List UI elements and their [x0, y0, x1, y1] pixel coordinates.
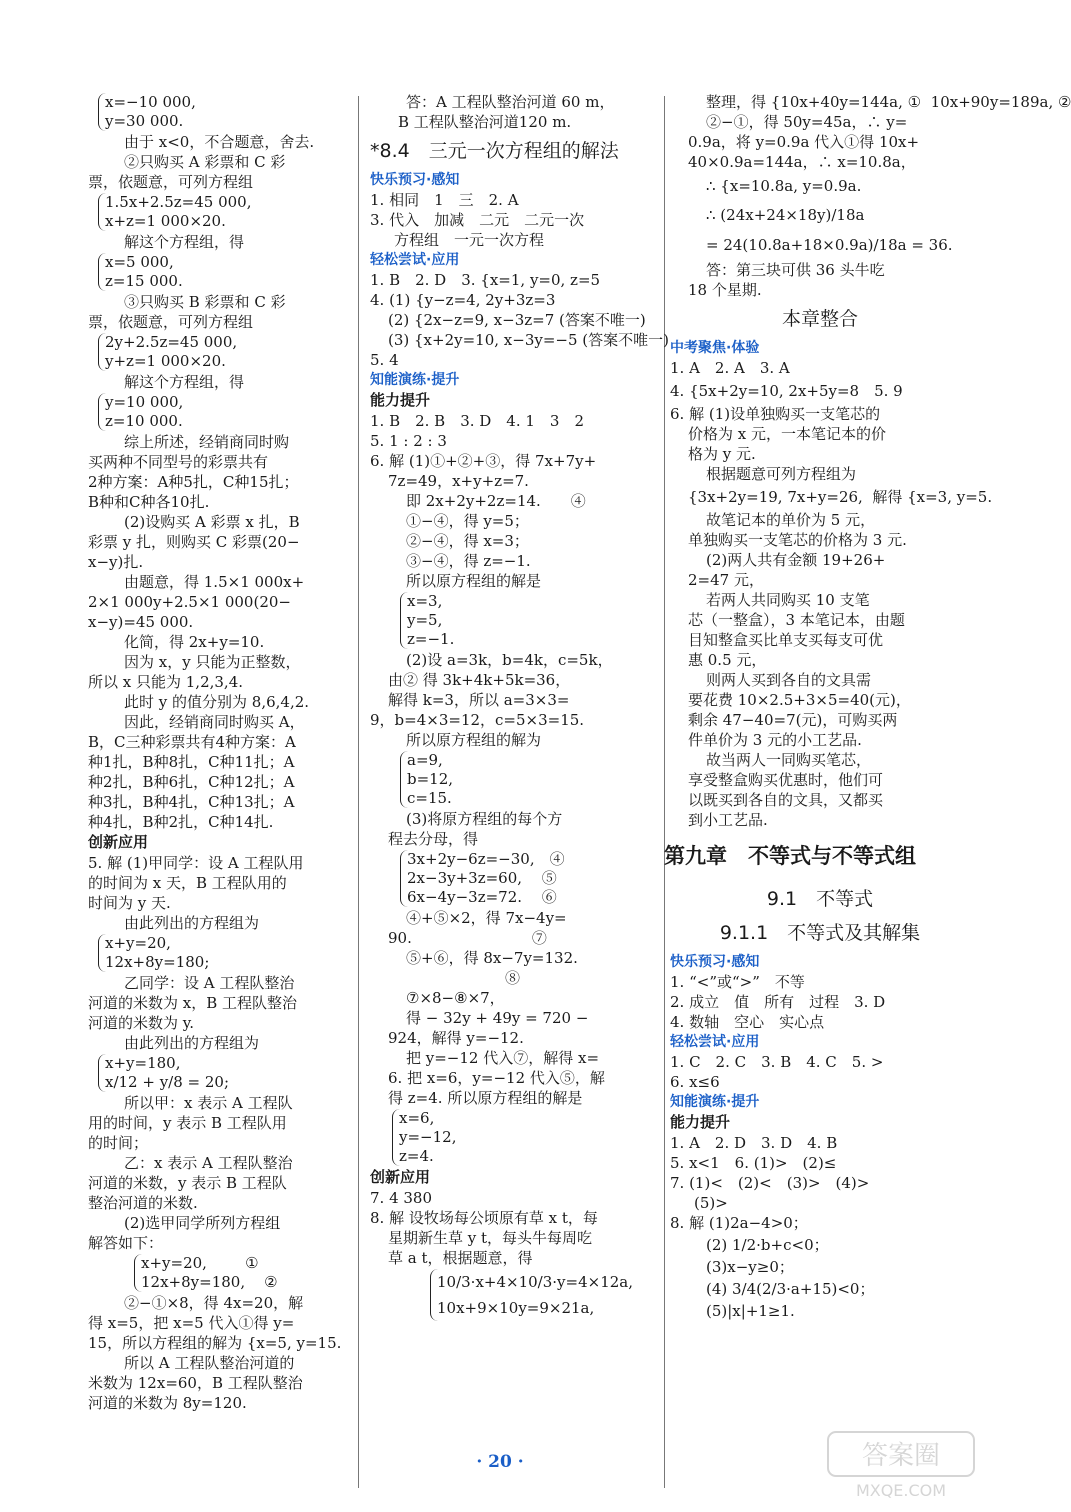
- line: (4) 3/4(2/3·a+15)<0；: [706, 1280, 875, 1298]
- column-1: [88, 92, 350, 1413]
- equation-system: [98, 393, 350, 431]
- line: (2)两人共有金额 19+26+: [706, 551, 886, 569]
- line: 星期新生草 y t，每头牛每周吃: [388, 1229, 593, 1247]
- line: 由② 得 3k+4k+5k=36，: [388, 671, 571, 689]
- watermark-text: 答案圈: [861, 1441, 941, 1471]
- line: 1. A 2. A 3. A: [670, 359, 790, 377]
- line: 由题意，得 1.5×1 000x+: [124, 573, 305, 591]
- section-tag: 快乐预习·感知: [670, 954, 760, 970]
- line: 河道的米数，y 表示 B 工程队: [88, 1174, 287, 1192]
- line: y=30 000.: [105, 112, 184, 130]
- line: 1. 相同 1 三 2. A: [370, 191, 519, 209]
- line: 10x+9×10y=9×21a,: [437, 1299, 595, 1317]
- subheading: 创新应用: [88, 833, 149, 851]
- line: 1. “<”或“>” 不等: [670, 973, 805, 991]
- line: 种4扎，B种2扎，C种14扎.: [88, 813, 274, 831]
- line: x=−10 000,: [105, 93, 196, 111]
- line: 解答如下：: [88, 1234, 164, 1252]
- line: 解这个方程组，得: [124, 233, 245, 251]
- line: 12x+8y=180;: [105, 953, 210, 971]
- equation-system: [98, 934, 350, 972]
- column-divider-2: [664, 96, 665, 1488]
- line: 彩票 y 扎，则购买 C 彩票(20−: [88, 533, 300, 551]
- section-heading: 本章整合: [781, 308, 858, 330]
- line: 解得 k=3，所以 a=3×3=: [388, 691, 570, 709]
- line: 件单价为 3 元的小工艺品.: [688, 731, 862, 749]
- line: x−y)扎.: [88, 553, 144, 571]
- line: 化简，得 2x+y=10.: [124, 633, 265, 651]
- line: 40×0.9a=144a，∴ x=10.8a，: [688, 153, 916, 171]
- line: 故笔记本的单价为 5 元，: [706, 511, 876, 529]
- line: 时间为 y 天.: [88, 894, 171, 912]
- line: 2y+2.5z=45 000,: [105, 333, 238, 351]
- line: x+y=180,: [105, 1054, 181, 1072]
- line: 5. x<1 6. (1)> (2)≤: [670, 1154, 837, 1172]
- line: 因此，经销商同时购买 A，: [124, 713, 305, 731]
- section-tag: 中考聚焦·体验: [670, 340, 760, 356]
- equation-system: [430, 1269, 660, 1321]
- line: 单独购买一支笔芯的价格为 3 元.: [688, 531, 907, 549]
- equation-system: [98, 253, 350, 291]
- line: 所以原方程组的解为: [406, 731, 542, 749]
- line: x−y)=45 000.: [88, 613, 194, 631]
- line: 乙：x 表示 A 工程队整治: [124, 1154, 293, 1172]
- line: 到小工艺品.: [688, 811, 768, 829]
- line: 则两人买到各自的文具需: [706, 671, 872, 689]
- line: 种2扎，B种6扎，C种12扎；A: [88, 773, 295, 791]
- line: ④+⑤×2，得 7x−4y=: [406, 909, 567, 927]
- line: = 24(10.8a+18×0.9a)/18a = 36.: [706, 236, 953, 254]
- line: 4. (1) {y−z=4, 2y+3z=3: [370, 291, 556, 309]
- line: 6x−4y−3z=72. ⑥: [407, 888, 557, 906]
- page-number: · 20 ·: [476, 1452, 524, 1472]
- line: (2) {2x−z=9, x−3z=7 (答案不唯一): [388, 311, 646, 329]
- line: 剩余 47−40=7(元)，可购买两: [688, 711, 898, 729]
- line: 整治河道的米数.: [88, 1194, 198, 1212]
- line: 河道的米数为 8y=120.: [88, 1394, 247, 1412]
- line: 程去分母，得: [388, 830, 479, 848]
- line: ⑦×8−⑧×7，: [406, 989, 505, 1007]
- line: 2种方案：A种5扎，C种15扎；: [88, 473, 299, 491]
- line: 90. ⑦: [388, 929, 547, 947]
- line: x=3,: [407, 592, 443, 610]
- line: 所以甲：x 表示 A 工程队: [124, 1094, 293, 1112]
- line: 5. 4: [370, 351, 399, 369]
- line: 2×1 000y+2.5×1 000(20−: [88, 593, 291, 611]
- line: x+z=1 000×20.: [105, 212, 226, 230]
- line: 5. 1 : 2 : 3: [370, 432, 447, 450]
- line: 芯（一整盒），3 本笔记本，由题: [688, 611, 905, 629]
- line: 种3扎，B种4扎，C种13扎；A: [88, 793, 295, 811]
- line: 10/3·x+4×10/3·y=4×12a,: [437, 1273, 633, 1291]
- subheading: 能力提升: [370, 391, 431, 409]
- line: B 工程队整治河道120 m.: [398, 113, 572, 131]
- line: y=10 000,: [105, 393, 184, 411]
- section-heading: 9.1.1 不等式及其解集: [719, 922, 921, 944]
- line: 7. 4 380: [370, 1189, 433, 1207]
- line: 8. 解 (1)2a−4>0；: [670, 1214, 808, 1232]
- line: (3)x−y≥0；: [706, 1258, 794, 1276]
- line: 得 x=5，把 x=5 代入①得 y=: [88, 1314, 295, 1332]
- column-divider-1: [358, 96, 359, 1488]
- equation-system: [98, 333, 350, 371]
- section-tag: 知能演练·提升: [370, 372, 460, 388]
- line: 所以 A 工程队整治河道的: [124, 1354, 295, 1372]
- line: 4. 数轴 空心 实心点: [670, 1013, 825, 1031]
- line: B，C三种彩票共有4种方案：A: [88, 733, 296, 751]
- line: 所以原方程组的解是: [406, 572, 542, 590]
- line: 6. 解 (1)①+②+③，得 7x+7y+: [370, 452, 597, 470]
- line: ③只购买 B 彩票和 C 彩: [124, 293, 286, 311]
- line: 整理，得 {10x+40y=144a, ① 10x+90y=189a, ②: [706, 93, 1071, 111]
- line: x/12 + y/8 = 20;: [105, 1073, 230, 1091]
- line: 米数为 12x=60，B 工程队整治: [88, 1374, 303, 1392]
- line: 得 z=4. 所以原方程组的解是: [388, 1089, 583, 1107]
- line: (2)设购买 A 彩票 x 扎，B: [124, 513, 300, 531]
- line: 1. B 2. D 3. {x=1, y=0, z=5: [370, 271, 601, 289]
- subheading: 能力提升: [670, 1113, 731, 1131]
- line: 1.5x+2.5z=45 000,: [105, 193, 252, 211]
- section-tag: 知能演练·提升: [670, 1094, 760, 1110]
- line: 享受整盒购买优惠时，他们可: [688, 771, 884, 789]
- line: 9，b=4×3=12，c=5×3=15.: [370, 711, 585, 729]
- line: 4. {5x+2y=10, 2x+5y=8 5. 9: [670, 382, 903, 400]
- line: b=12,: [407, 770, 454, 788]
- line: 买两种不同型号的彩票共有: [88, 453, 269, 471]
- line: ②−④，得 x=3；: [406, 532, 529, 550]
- line: 格为 y 元.: [688, 445, 756, 463]
- line: 草 a t，根据题意，得: [388, 1249, 533, 1267]
- line: 18 个星期.: [688, 281, 762, 299]
- section-heading: 9.1 不等式: [766, 888, 874, 910]
- section-tag: 轻松尝试·应用: [370, 252, 460, 268]
- equation-system: [400, 592, 660, 649]
- line: 7z=49，x+y+z=7.: [388, 472, 529, 490]
- line: 解这个方程组，得: [124, 373, 245, 391]
- line: ②只购买 A 彩票和 C 彩: [124, 153, 286, 171]
- line: y=−12,: [399, 1128, 457, 1146]
- line: 河道的米数为 x，B 工程队整治: [88, 994, 298, 1012]
- line: 价格为 x 元，一本笔记本的价: [688, 425, 886, 443]
- line: (3) {x+2y=10, x−3y=−5 (答案不唯一): [388, 331, 669, 349]
- line: ①−④，得 y=5；: [406, 512, 529, 530]
- line: 答：A 工程队整治河道 60 m，: [406, 93, 615, 111]
- line: z=10 000.: [105, 412, 183, 430]
- section-heading: *8.4 三元一次方程组的解法: [370, 140, 619, 162]
- line: x+y=20,: [105, 934, 171, 952]
- line: 根据题意可列方程组为: [706, 465, 857, 483]
- equation-system: [400, 850, 660, 907]
- line: 6. x≤6: [670, 1073, 720, 1091]
- line: 由于 x<0，不合题意，舍去.: [124, 133, 315, 151]
- line: 得 − 32y + 49y = 720 −: [406, 1009, 589, 1027]
- line: 票，依题意，可列方程组: [88, 173, 254, 191]
- column-2: [370, 92, 669, 1322]
- line: B种和C种各10扎.: [88, 493, 210, 511]
- watermark-logo-icon: [826, 1430, 976, 1502]
- line: c=15.: [407, 789, 452, 807]
- equation-system: [98, 1054, 350, 1092]
- line: x+y=20, ①: [141, 1254, 259, 1272]
- line: a=9,: [407, 751, 443, 769]
- line: 由此列出的方程组为: [124, 914, 260, 932]
- section-tag: 快乐预习·感知: [370, 172, 460, 188]
- line: 1. B 2. B 3. D 4. 1 3 2: [370, 412, 585, 430]
- line: ⑧: [370, 969, 521, 987]
- chapter-title: 第九章 不等式与不等式组: [664, 843, 916, 868]
- line: 0.9a，将 y=0.9a 代入①得 10x+: [688, 133, 920, 151]
- line: z=−1.: [407, 630, 455, 648]
- line: (2) 1/2·b+c<0；: [706, 1236, 829, 1254]
- line: 的时间；: [88, 1134, 149, 1152]
- line: 若两人共同购买 10 支笔: [706, 591, 870, 609]
- line: 5. 解 (1)甲同学：设 A 工程队用: [88, 854, 304, 872]
- line: x=5 000,: [105, 253, 174, 271]
- line: 1. C 2. C 3. B 4. C 5. >: [670, 1053, 884, 1071]
- line: 6. 解 (1)设单独购买一支笔芯的: [670, 405, 881, 423]
- equation-system: [392, 1109, 660, 1166]
- line: 由此列出的方程组为: [124, 1034, 260, 1052]
- line: 12x+8y=180, ②: [141, 1273, 278, 1291]
- equation-system: [98, 193, 350, 231]
- line: 种1扎，B种8扎，C种11扎；A: [88, 753, 295, 771]
- line: 要花费 10×2.5+3×5=40(元)，: [688, 691, 911, 709]
- line: 3. 代入 加减 二元 二元一次: [370, 211, 585, 229]
- line: ③−④，得 z=−1.: [406, 552, 531, 570]
- line: 15，所以方程组的解为 {x=5, y=15.: [88, 1334, 342, 1352]
- line: 综上所述，经销商同时购: [124, 433, 290, 451]
- line: 此时 y 的值分别为 8,6,4,2.: [124, 693, 310, 711]
- line: ⑤+⑥，得 8x−7y=132.: [406, 949, 578, 967]
- line: ∴ (24x+24×18y)/18a: [706, 206, 865, 224]
- line: y+z=1 000×20.: [105, 352, 226, 370]
- line: 2x−3y+3z=60, ⑤: [407, 869, 557, 887]
- line: 8. 解 设牧场每公顷原有草 x t，每: [370, 1209, 598, 1227]
- line: 票，依题意，可列方程组: [88, 313, 254, 331]
- line: (2)选甲同学所列方程组: [124, 1214, 281, 1232]
- line: 惠 0.5 元，: [688, 651, 767, 669]
- line: 即 2x+2y+2z=14. ④: [406, 492, 586, 510]
- watermark-url: MXQE.COM: [855, 1481, 947, 1500]
- line: ②−①，得 50y=45a，∴ y=: [706, 113, 908, 131]
- line: 1. A 2. D 3. D 4. B: [670, 1134, 838, 1152]
- line: ②−①×8，得 4x=20，解: [124, 1294, 304, 1312]
- line: (2)设 a=3k，b=4k，c=5k，: [406, 651, 613, 669]
- line: 所以 x 只能为 1,2,3,4.: [88, 673, 244, 691]
- equation-system: [98, 93, 350, 131]
- line: 3x+2y−6z=−30, ④: [407, 850, 565, 868]
- line: 6. 把 x=6，y=−12 代入⑤，解: [388, 1069, 605, 1087]
- line: 2=47 元，: [688, 571, 764, 589]
- line: (3)将原方程组的每个方: [406, 810, 563, 828]
- line: x=6,: [399, 1109, 435, 1127]
- line: 因为 x，y 只能为正整数，: [124, 653, 301, 671]
- column-3: [664, 92, 1071, 1321]
- line: 用的时间，y 表示 B 工程队用: [88, 1114, 287, 1132]
- line: (5)>: [694, 1194, 728, 1212]
- line: 7. (1)< (2)< (3)> (4)>: [670, 1174, 870, 1192]
- line: 河道的米数为 y.: [88, 1014, 195, 1032]
- line: y=5,: [407, 611, 443, 629]
- equation-system: [400, 751, 660, 808]
- line: 把 y=−12 代入⑦，解得 x=: [406, 1049, 600, 1067]
- line: {3x+2y=19, 7x+y=26, 解得 {x=3, y=5.: [688, 488, 993, 506]
- line: z=4.: [399, 1147, 434, 1165]
- line: 答：第三块可供 36 头牛吃: [706, 261, 885, 279]
- line: 以既买到各自的文具，又都买: [688, 791, 884, 809]
- line: ∴ {x=10.8a, y=0.9a.: [706, 177, 862, 195]
- subheading: 创新应用: [370, 1168, 431, 1186]
- line: 乙同学：设 A 工程队整治: [124, 974, 295, 992]
- line: z=15 000.: [105, 272, 183, 290]
- line: 方程组 一元一次方程: [394, 231, 545, 249]
- line: 924，解得 y=−12.: [388, 1029, 524, 1047]
- line: 故当两人一同购买笔芯，: [706, 751, 872, 769]
- line: 目知整盒买比单支买每支可优: [688, 631, 884, 649]
- line: 的时间为 x 天，B 工程队用的: [88, 874, 287, 892]
- section-tag: 轻松尝试·应用: [670, 1034, 760, 1050]
- line: 2. 成立 值 所有 过程 3. D: [670, 993, 886, 1011]
- line: (5)|x|+1≥1.: [706, 1302, 795, 1320]
- equation-system: [134, 1254, 350, 1292]
